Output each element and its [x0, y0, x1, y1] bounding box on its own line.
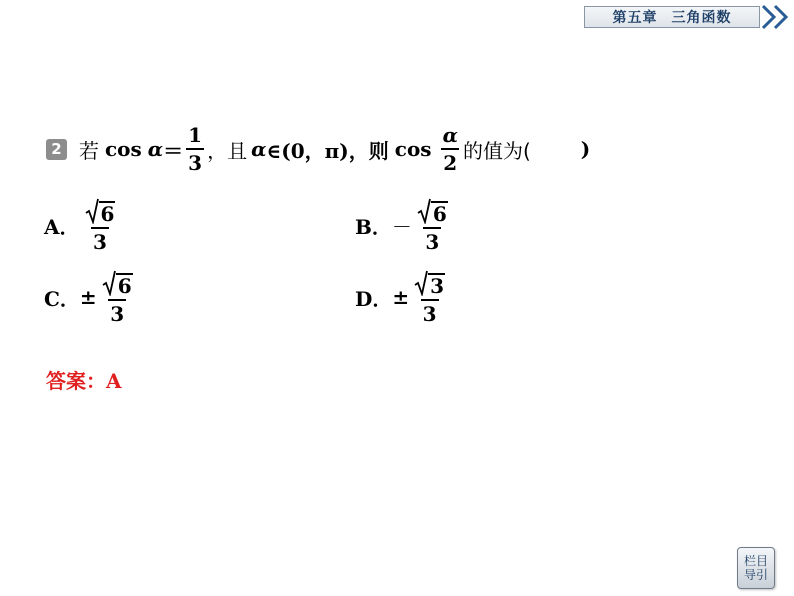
- fraction-one-third: [186, 125, 204, 173]
- option-a-denominator: 3: [91, 227, 109, 252]
- option-a-fraction: [83, 198, 118, 252]
- interval-text: ∈(0，π)，则: [266, 138, 389, 163]
- question-stem: [46, 119, 590, 179]
- cos-text: cos: [105, 137, 142, 161]
- closing-paren: ): [580, 137, 591, 161]
- radical-sign-icon: [414, 270, 428, 296]
- fraction-numerator: 1: [188, 123, 203, 147]
- option-c-radicand: 6: [117, 274, 132, 298]
- next-chevron-icon[interactable]: [760, 3, 792, 31]
- chapter-number: 第五章: [612, 10, 658, 26]
- chapter-topic: 三角函数: [671, 10, 732, 26]
- question-number-badge: 2: [46, 139, 67, 160]
- option-d[interactable]: [355, 270, 450, 324]
- option-c-fraction: [100, 270, 135, 324]
- answer-label: 答案：: [46, 369, 106, 393]
- option-d-radicand: 3: [430, 274, 445, 298]
- option-c-label: C．: [44, 286, 80, 311]
- option-b-radicand: 6: [432, 202, 447, 226]
- equals-sign: ＝: [163, 138, 184, 163]
- option-c[interactable]: [44, 270, 138, 324]
- nav-label-line2: 导引: [743, 568, 768, 582]
- option-d-label: D．: [355, 286, 393, 311]
- chapter-tag: [584, 6, 760, 28]
- column-nav-button[interactable]: [737, 547, 775, 589]
- nav-label-line1: 栏目: [743, 553, 768, 568]
- connector-text: ，且: [207, 138, 248, 163]
- half-numerator: α: [442, 123, 458, 147]
- option-c-denominator: 3: [108, 299, 126, 324]
- option-b-sign: －: [391, 214, 412, 239]
- answer-value: A: [106, 369, 122, 393]
- option-d-sqrt: [412, 270, 447, 299]
- option-d-denominator: 3: [421, 299, 439, 324]
- option-a-radicand: 6: [100, 202, 115, 226]
- option-a[interactable]: [44, 198, 120, 252]
- half-denominator: 2: [441, 148, 459, 173]
- option-a-sqrt: [83, 198, 118, 227]
- question-suffix: 的值为(: [462, 138, 531, 163]
- option-b-fraction: [415, 198, 450, 252]
- option-d-fraction: [412, 270, 447, 324]
- answer-line: [46, 365, 122, 394]
- option-c-sign: ±: [79, 285, 97, 309]
- option-b-label: B．: [355, 214, 392, 239]
- radical-sign-icon: [85, 198, 99, 224]
- option-b-sqrt: [415, 198, 450, 227]
- question-prefix: 若: [79, 138, 99, 163]
- option-b[interactable]: [355, 198, 453, 252]
- alpha-symbol: α: [147, 137, 164, 161]
- option-a-label: A．: [44, 214, 80, 239]
- option-b-denominator: 3: [423, 227, 441, 252]
- fraction-denominator: 3: [186, 148, 204, 173]
- option-d-sign: ±: [392, 285, 410, 309]
- radical-sign-icon: [417, 198, 431, 224]
- cos-text-2: cos: [394, 137, 432, 161]
- alpha-symbol-2: α: [251, 137, 267, 161]
- radical-sign-icon: [102, 270, 116, 296]
- fraction-half-alpha: [441, 125, 460, 173]
- option-c-sqrt: [100, 270, 135, 299]
